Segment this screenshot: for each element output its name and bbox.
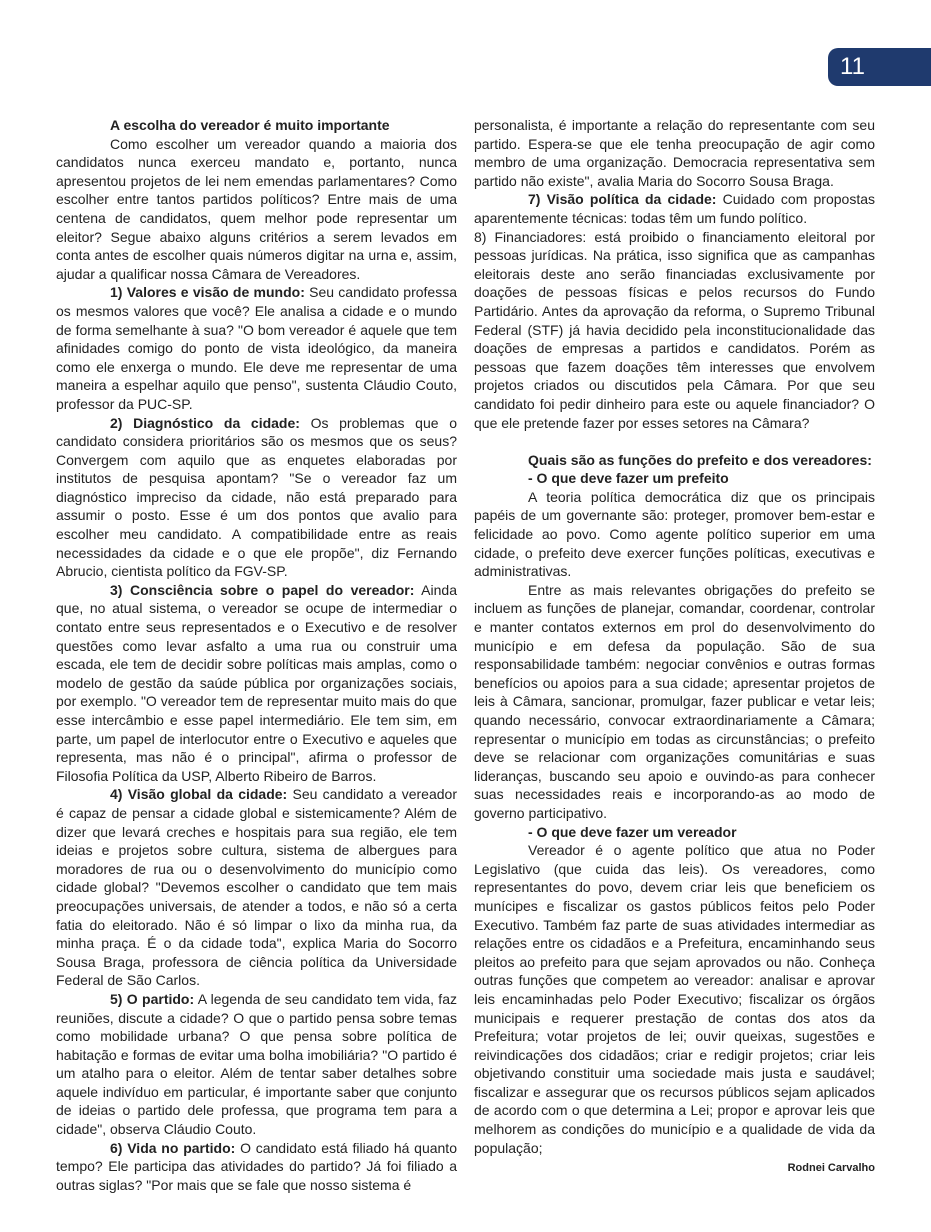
- criterion-2: [56, 414, 457, 581]
- criterion-7: [474, 190, 875, 227]
- criterion-5-title: 5) O partido:: [110, 990, 195, 1007]
- criterion-5: [56, 990, 457, 1139]
- criterion-1-title: 1) Valores e visão de mundo:: [110, 284, 305, 301]
- intro-paragraph: Como escolher um vereador quando a maioria dos candidatos nunca exerceu mandato e, portanto, nunca apresentou projetos de lei nem emendas parlamentares? Como escolher entre tantos partidos políticos? Entre mais de uma centena de candidatos, quem melhor pode representar um eleitor? Segue abaixo alguns critérios a serem levados em conta antes de escolher quais números digitar na urna e, assim, ajudar a qualificar nossa Câmara de Vereadores.: [56, 135, 457, 282]
- functions-heading: Quais são as funções do prefeito e dos vereadores:: [528, 451, 872, 468]
- right-column: [474, 116, 875, 1157]
- councilor-paragraph: Vereador é o agente político que atua no Poder Legislativo (que cuida das leis). Os vereadores, como representantes do povo, devem criar leis que beneficiem os munícipes e fiscalizar os gastos públicos feitos pelo Poder Executivo. Também faz parte de suas atividades intermediar as relações entre os cidadãos e a Prefeitura, encaminhando seus pleitos ao prefeito para que sejam aprovados ou não. Conheça outras funções que competem ao vereador: analisar e aprovar leis encaminhadas pelo Poder Executivo; fiscalizar os órgãos municipais e requerer prestação de contas dos atos da Prefeitura; votar projetos de lei; ouvir queixas, sugestões e reivindicações dos cidadãos; criar e redigir projetos; criar leis objetivando constituir uma sociedade mais justa e saudável; fiscalizar e assegurar que os recursos públicos sejam aplicados de acordo com o que determina a Lei; propor e aprovar leis que melhorem as condições do município e a qualidade de vida da população;: [474, 842, 875, 1156]
- criterion-5-text: A legenda de seu candidato tem vida, faz reuniões, discute a cidade? O que o partido pensa sobre temas como mobilidade urbana? O que pensa sobre política de habitação e formas de evitar uma bolha imobiliária? "O partido é um atalho para o eleitor. Além de tentar saber detalhes sobre aquele indivíduo em particular, é importante saber que conjunto de ideias o partido dele professa, que programa tem para a cidade", observa Cláudio Couto.: [56, 990, 457, 1138]
- criterion-3-title: 3) Consciência sobre o papel do vereador:: [110, 581, 415, 598]
- criterion-6-continuation: personalista, é importante a relação do representante com seu partido. Espera-se que ele tenha preocupação de agir como membro de uma organização. Democracia representativa sem partido não existe", avalia Maria do Socorro Sousa Braga.: [474, 117, 875, 189]
- criterion-6-title: 6) Vida no partido:: [110, 1139, 236, 1156]
- left-column: [56, 116, 457, 1194]
- criterion-1-text: Seu candidato professa os mesmos valores que você? Ele analisa a cidade e o mundo de forma semelhante à sua? "O bom vereador é aquele que tem afinidades comigo do ponto de vista ideológico, da maneira como ele enxerga o mundo. Ele deve me representar de uma maneira a espelhar aquilo que penso", sustenta Cláudio Couto, professor da PUC-SP.: [56, 284, 457, 412]
- criterion-1: [56, 283, 457, 413]
- criterion-3-text: Ainda que, no atual sistema, o vereador se ocupe de intermediar o contato entre seus representados e o Executivo e de resolver questões como levar asfalto a uma rua ou construir uma escada, ele tem de decidir sobre políticas mais amplas, como o modelo de gestão da saúde pública por organizações sociais, por exemplo. "O vereador tem de representar muito mais do que esse intercâmbio e esse papel intermediário. Ele tem sim, em parte, um papel de interlocutor entre o Executivo e aqueles que representa, mas não é o principal", afirma o professor de Filosofia Política da USP, Alberto Ribeiro de Barros.: [56, 581, 457, 784]
- mayor-paragraph-1: A teoria política democrática diz que os principais papéis de um governante são: proteger, promover bem-estar e felicidade ao povo. Como agente político superior em uma cidade, o prefeito deve exercer funções políticas, executivas e administrativas.: [474, 488, 875, 580]
- mayor-paragraph-2: Entre as mais relevantes obrigações do prefeito se incluem as funções de planejar, comandar, coordenar, controlar e manter contatos externos em prol do desenvolvimento do município e em defesa da população. São de sua responsabilidade também: negociar convênios e outras formas benefícios ou apoios para a sua cidade; apresentar projetos de leis à Câmara, sancionar, promulgar, fazer publicar e vetar leis; quando necessário, convocar extraordinariamente a Câmara; representar o município em todas as circunstâncias; o prefeito deve se relacionar com organizações comunitárias e suas lideranças, buscando seu apoio e ouvindo-as para conhecer suas necessidades reais e incorporando-as ao modo de governo participativo.: [474, 581, 875, 821]
- criterion-7-title: 7) Visão política da cidade:: [528, 191, 717, 208]
- criterion-8: 8) Financiadores: está proibido o financiamento eleitoral por pessoas jurídicas. Na prática, isso significa que as campanhas eleitorais deste ano serão financiadas exclusivamente por doações de pessoas físicas e pelos recursos do Fundo Partidário. Antes da aprovação da reforma, o Supremo Tribunal Federal (STF) já havia decidido pela inconstitucionalidade das doações de empresas a partidos e candidatos. Porém as pessoas que fazem doações têm interesses que envolvem projetos criados ou discutidos pela Câmara. Por que seu candidato foi pedir dinheiro para este ou aquele financiador? O que ele pretende fazer por esses setores na Câmara?: [474, 228, 875, 431]
- criterion-2-title: 2) Diagnóstico da cidade:: [110, 414, 300, 431]
- article-heading: A escolha do vereador é muito importante: [110, 117, 390, 133]
- page-number-badge: [828, 48, 931, 86]
- criterion-2-text: Os problemas que o candidato considera prioritários são os mesmos que os seus? Convergem com aquilo que as enquetes elaboradas por institutos de pesquisa apontam? "Se o vereador faz um diagnóstico impreciso da cidade, não está preparado para assumir o posto. Esse é um dos pontos que avalio para escolher meu candidato. A compatibilidade entre as reais necessidades da cidade e o que ele propõe", diz Fernando Abrucio, cientista político da FGV-SP.: [56, 414, 457, 580]
- criterion-4-title: 4) Visão global da cidade:: [110, 786, 288, 803]
- criterion-6: [56, 1139, 457, 1195]
- section-spacer: [474, 432, 875, 451]
- author-byline: Rodnei Carvalho: [787, 1162, 875, 1174]
- criterion-4: [56, 785, 457, 990]
- criterion-7-text: Cuidado com propostas aparentemente técnicas: todas têm um fundo político.: [474, 191, 875, 226]
- page-number: 11: [840, 53, 865, 80]
- criterion-6-text: O candidato está filiado há quanto tempo? Ele participa das atividades do partido? Já foi filiado a outras siglas? "Por mais que se fale que nosso sistema é: [56, 1139, 457, 1193]
- criterion-4-text: Seu candidato a vereador é capaz de pensar a cidade global e sistemicamente? Além de dizer que levará creches e hospitais para sua região, ele tem ideias e projetos sobre cultura, sistema de albergues para moradores de rua ou o desenvolvimento do município como cidade global? "Devemos escolher o candidato que tem mais preocupações universais, de atender a todos, e não só a certa fatia do eleitorado. Não é só limpar o lixo da minha rua, da minha praça. É o da cidade toda", explica Maria do Socorro Sousa Braga, professora de ciência política da Universidade Federal de São Carlos.: [56, 786, 457, 989]
- councilor-subheading: - O que deve fazer um vereador: [528, 823, 737, 840]
- criterion-3: [56, 581, 457, 786]
- mayor-subheading: - O que deve fazer um prefeito: [528, 470, 729, 487]
